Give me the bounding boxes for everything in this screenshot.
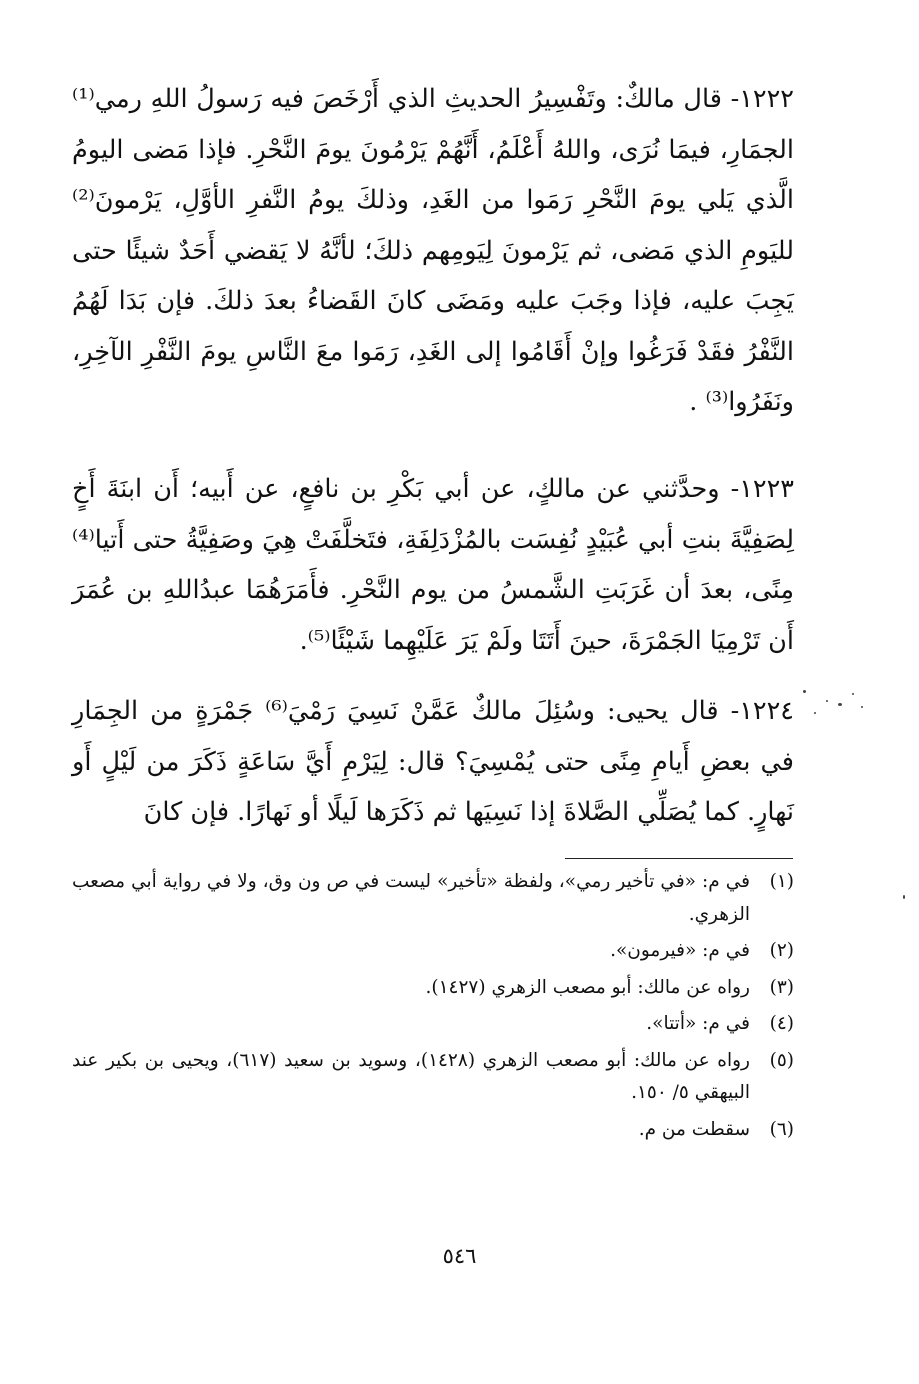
footnote-divider: [565, 858, 793, 859]
footnote-number: (٢): [769, 940, 794, 961]
scan-speck: [852, 693, 854, 695]
paragraph-1223: ١٢٢٣- وحدَّثني عن مالكٍ، عن أبي بَكْرِ بن نافعٍ، عن أَبيه؛ أَن ابنَةَ أَخٍ لِصَفِيَّةَ بنتِ أبي عُبَيْدٍ نُفِسَت بالمُزْدَلِفَةِ، فتَخلَّفَتْ هِيَ وصَفِيَّةُ حتى أَتيا⁽⁴⁾ مِنًى، بعدَ أن غَرَبَتِ الشَّمسُ من يوم النَّحْرِ. فأَمَرَهُمَا عبدُاللهِ بن عُمَرَ أَن تَرْمِيَا الجَمْرَةَ، حينَ أَتَتَا ولَمْ يَرَ عَلَيْهِما شَيْئًا⁽⁵⁾.: [72, 474, 794, 656]
scan-speck: [826, 700, 828, 702]
footnote-6: [72, 1114, 794, 1147]
scan-speck: [861, 706, 863, 708]
scan-speck: [838, 703, 842, 706]
footnote-5: [72, 1045, 794, 1110]
footnote-4: [72, 1008, 794, 1041]
footnote-number: (٦): [769, 1118, 794, 1140]
footnote-1: [72, 866, 794, 931]
scan-speck: [903, 895, 905, 899]
footnote-3: [72, 972, 794, 1005]
page-number: ٥٤٦: [442, 1244, 477, 1268]
scan-speck: [803, 690, 806, 693]
paragraph-1224: ١٢٢٤- قال يحيى: وسُئِلَ مالكٌ عَمَّنْ نَسِيَ رَمْيَ⁽⁶⁾ جَمْرَةٍ من الجِمَارِ في بعضِ أَيامِ مِنًى حتى يُمْسِيَ؟ قال: لِيَرْمِ أَيَّ سَاعَةٍ ذَكَرَ من لَيْلٍ أَو نَهارٍ. كما يُصَلِّي الصَّلاةَ إذا نَسِيَها ثم ذَكَرَها لَيلًا أو نَهارًا. فإن كانَ: [72, 696, 794, 827]
footnote-text: رواه عن مالك: أبو مصعب الزهري (١٤٢٨)، وسويد بن سعيد (٦١٧)، ويحيى بن بكير عند البيهقي ٥/ ١٥٠.: [72, 1049, 750, 1103]
footnote-2: [72, 935, 794, 968]
footnote-text: في م: «فيرمون».: [610, 940, 750, 961]
footnotes: [72, 866, 794, 1150]
footnote-text: في م: «في تأخير رمي»، ولفظة «تأخير» ليست في ص ون وق، ولا في رواية أبي مصعب الزهري.: [72, 871, 750, 925]
paragraph-1222: ١٢٢٢- قال مالكٌ: وتَفْسِيرُ الحديثِ الذي أَرْخَصَ فيه رَسولُ اللهِ رمي⁽¹⁾ الجمَارِ، فيمَا نُرَى، واللهُ أَعْلَمُ، أَنَّهُمْ يَرْمُونَ يومَ النَّحْرِ. فإذا مَضى اليومُ الَّذي يَلي يومَ النَّحْرِ رَمَوا من الغَدِ، وذلكَ يومُ النَّفرِ الأوَّلِ، يَرْمونَ⁽²⁾ لليَومِ الذي مَضى، ثم يَرْمونَ لِيَومِهم ذلكَ؛ لأنَّهُ لا يَقضي أَحَدٌ شيئًا حتى يَجِبَ عليه، فإذا وجَبَ عليه ومَضَى كانَ القَضاءُ بعدَ ذلكَ. فإن بَدَا لَهُمُ النَّفْرُ فقَدْ فَرَغُوا وإنْ أَقَامُوا إلى الغَدِ، رَمَوا معَ النَّاسِ يومَ النَّفْرِ الآخِرِ، ونَفَرُوا⁽³⁾ .: [72, 84, 794, 417]
footnote-number: (٣): [769, 976, 794, 998]
footnote-text: رواه عن مالك: أبو مصعب الزهري (١٤٢٧).: [425, 976, 750, 998]
footnote-number: (١): [769, 871, 794, 892]
footnote-text: في م: «أتتا».: [646, 1013, 750, 1034]
footnote-number: (٤): [769, 1013, 794, 1034]
scan-speck: [814, 712, 816, 714]
footnote-text: سقطت من م.: [638, 1118, 750, 1140]
footnote-number: (٥): [769, 1049, 794, 1071]
